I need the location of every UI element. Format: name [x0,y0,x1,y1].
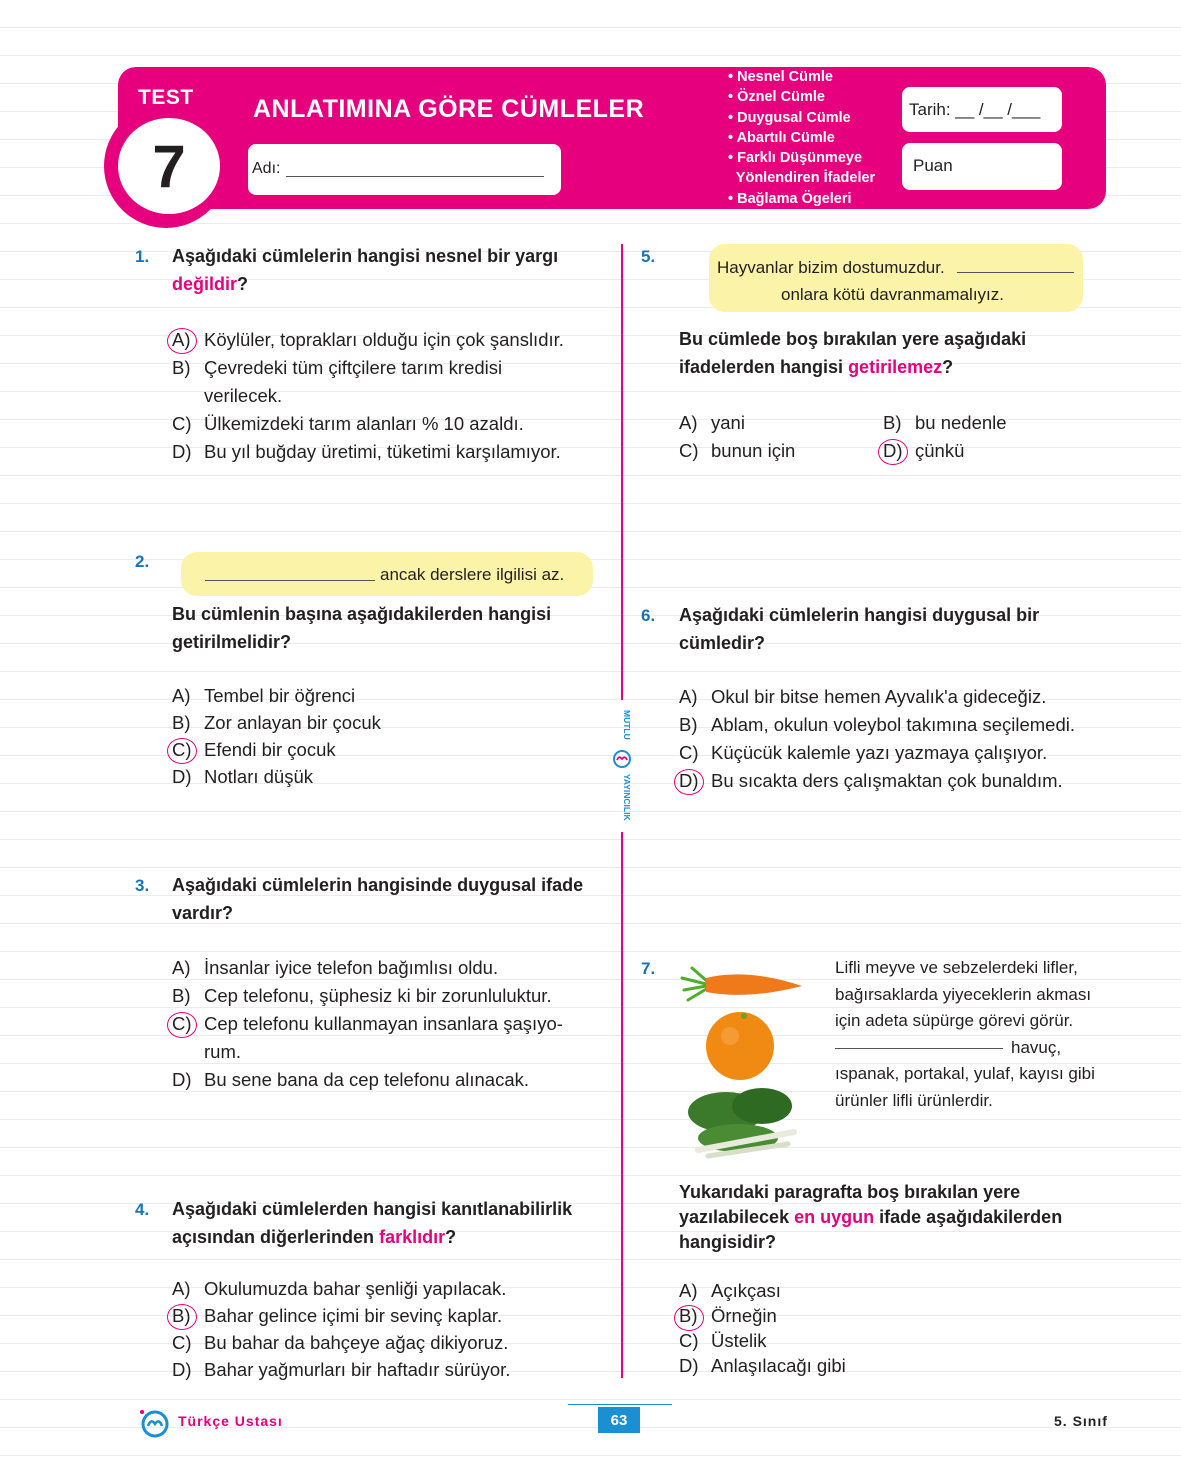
option-c[interactable]: C) Ülkemizdeki tarım alanları % 10 azaldı. [172,413,524,434]
side-brand-top: MUTLU [622,710,632,740]
date-label: Tarih: __ /__ /___ [909,100,1041,119]
option-c[interactable]: C) Üstelik [679,1330,767,1351]
food-illustration [678,960,808,1165]
topic-item: • Abartılı Cümle [728,129,835,146]
option-c[interactable]: C) Efendi bir çocuk [172,736,381,764]
question-number: 6. [641,606,656,625]
option-b-continued: verilecek. [204,385,283,406]
option-d[interactable]: D) Bu sıcakta ders çalışmaktan çok bunaldım. [679,767,1075,795]
carrot-icon [682,968,802,1000]
option-a[interactable]: A) Tembel bir öğrenci [172,685,356,706]
column-divider [621,244,623,700]
topic-item: • Duygusal Cümle [728,109,851,126]
test-label: TEST [138,86,194,109]
option-b[interactable]: B) Zor anlayan bir çocuk [172,712,381,733]
option-d[interactable]: D) çünkü [883,437,1007,465]
option-d[interactable]: D) Bu yıl buğday üretimi, tüketimi karşılamıyor. [172,441,561,462]
option-b[interactable]: B) bu nedenle [883,412,1007,433]
options-q1 [172,326,564,466]
topic-list [728,67,875,209]
topic-item: • Bağlama Ögeleri [728,190,852,207]
question-stem: Bu cümlenin başına aşağıdakilerden hangisi getirilmelidir? [172,604,552,652]
name-line [286,176,544,177]
name-field[interactable] [248,144,561,195]
options-q5-left [679,409,795,465]
option-a[interactable]: A) İnsanlar iyice telefon bağımlısı oldu. [172,957,499,978]
test-number: 7 [118,118,220,214]
blank-line [957,272,1074,273]
publisher-logo-icon [613,750,631,768]
question-number: 2. [135,552,150,571]
question-stem: Yukarıdaki paragrafta boş bırakılan yere yazılabilecek en uygun ifade aşağıdakilerden hangisidir? [679,1182,1063,1252]
sentence-box: ancak derslere ilgilisi az. [181,552,593,596]
score-label: Puan [913,156,953,175]
option-d[interactable]: D) Bahar yağmurları bir haftadır sürüyor. [172,1359,511,1380]
options-q4 [172,1275,510,1384]
option-c-continued: rum. [204,1041,241,1062]
question-number: 5. [641,247,656,266]
option-c[interactable]: C) bunun için [679,440,796,461]
question-stem: Aşağıdaki cümlelerin hangisinde duygusal ifade vardır? [172,875,584,923]
option-d[interactable]: D) Anlaşılacağı gibi [679,1355,846,1376]
option-b[interactable]: B) Ablam, okulun voleybol takımına seçilemedi. [679,714,1076,735]
page-number: 63 [598,1407,640,1433]
question-number: 4. [135,1200,150,1219]
side-brand-bottom: YAYINCILIK [622,774,632,821]
sentence-box: Hayvanlar bizim dostumuzdur. onlara kötü davranmamalıyız. [709,244,1083,312]
question-stem: Aşağıdaki cümlelerin hangisi nesnel bir yargı değildir? [172,246,559,294]
option-d[interactable]: D) Bu sene bana da cep telefonu alınacak. [172,1069,530,1090]
brand-logo-icon [138,1408,170,1438]
option-a[interactable]: A) Köylüler, toprakları olduğu için çok şanslıdır. [172,326,564,354]
option-c[interactable]: C) Bu bahar da bahçeye ağaç dikiyoruz. [172,1332,509,1353]
q7-paragraph: Lifli meyve ve sebzelerdeki lifler, bağırsaklarda yiyeceklerin akması için adeta süpürge görevi görür. havuç, ıspanak, portakal, yulaf, kayısı gibi ürünler lifli ürünlerdir. [835,958,1095,1110]
options-q3 [172,954,563,1094]
topic-item: • Nesnel Cümle [728,69,833,85]
option-c[interactable]: C) Cep telefonu kullanmayan insanlara şaşıyo- [172,1010,563,1038]
options-q7 [679,1278,846,1378]
column-divider [621,832,623,1378]
page-title: ANLATIMINA GÖRE CÜMLELER [253,95,645,123]
topic-item: • Farklı Düşünmeye [728,150,863,167]
question-number: 3. [135,876,150,895]
option-a[interactable]: A) Okulumuzda bahar şenliği yapılacak. [172,1278,507,1299]
topic-item: • Öznel Cümle [728,89,825,106]
grade-label: 5. Sınıf [1054,1413,1108,1429]
footer-line [568,1404,672,1405]
footer-brand: Türkçe Ustası [178,1413,283,1429]
option-a[interactable]: A) yani [679,412,745,433]
orange-icon [706,1012,774,1080]
option-d[interactable]: D) Notları düşük [172,766,313,787]
question-stem: Bu cümlede boş bırakılan yere aşağıdaki ifadelerden hangisi getirilemez? [679,329,1027,377]
blank-line [205,580,375,581]
name-label: Adı: [252,160,281,177]
spinach-icon [688,1088,794,1156]
option-b[interactable]: B) Örneğin [679,1305,777,1326]
option-a[interactable]: A) Açıkçası [679,1280,781,1301]
options-q6 [679,683,1075,795]
topic-item: Yönlendiren İfadeler [728,170,876,187]
option-b[interactable]: B) Cep telefonu, şüphesiz ki bir zorunluluktur. [172,985,552,1006]
option-b[interactable]: B) Bahar gelince içimi bir sevinç kaplar. [172,1302,510,1330]
option-c[interactable]: C) Küçücük kalemle yazı yazmaya çalışıyor. [679,742,1048,763]
question-number: 1. [135,247,150,266]
publisher-side-logo [612,704,632,830]
question-number: 7. [641,959,656,978]
blank-line [835,1048,1003,1049]
question-stem: Aşağıdaki cümlelerin hangisi duygusal bir cümledir? [679,605,1040,653]
question-stem: Aşağıdaki cümlelerden hangisi kanıtlanabilirlik açısından diğerlerinden farklıdır? [172,1199,573,1247]
options-q2 [172,682,381,791]
option-b[interactable]: B) Çevredeki tüm çiftçilere tarım kredisi [172,357,503,378]
options-q5-right [883,409,1007,465]
option-a[interactable]: A) Okul bir bitse hemen Ayvalık'a gideceğiz. [679,686,1047,707]
